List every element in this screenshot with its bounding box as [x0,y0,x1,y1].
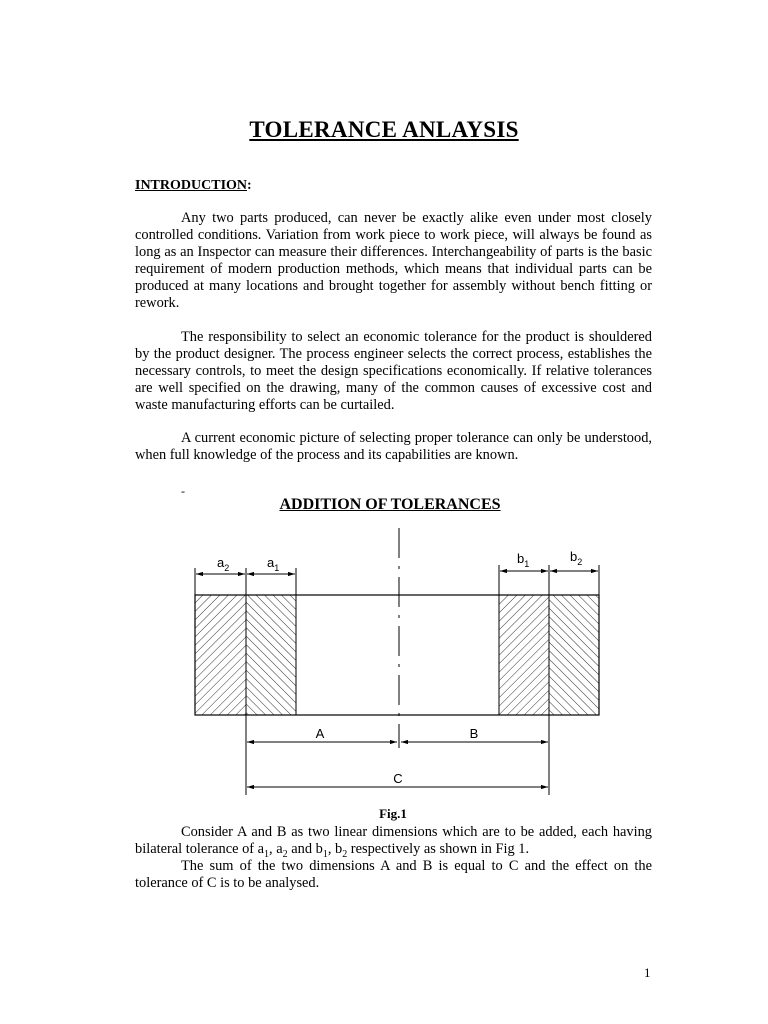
label-b2: $b_2$ [570,549,583,567]
figure-caption: Fig.1 [379,806,407,821]
label-C: C [393,771,403,786]
body-paragraph-2: The sum of the two dimensions A and B is equal to C and the effect on the tolerance of C is to be analysed. [135,858,652,891]
zone-a2 [195,595,246,715]
stray-mark: - [181,484,185,498]
intro-paragraph-3: A current economic picture of selecting proper tolerance can only be understood, when full knowledge of the process and its capabilities are known. [135,430,652,463]
label-a2: $a_2$ [217,555,230,573]
introduction-heading-text: INTRODUCTION [135,178,248,193]
introduction-heading-colon: : [247,178,252,193]
label-a1: $a_1$ [267,555,280,573]
label-A: A [315,726,325,741]
page-number: 1 [644,965,651,980]
intro-paragraph-1: Any two parts produced, can never be exactly alike even under most closely controlled conditions. Variation from work piece to work piece, will always be found as long as an Inspector can measure their differences. Interchangeability of parts is the basic requirement of modern production methods, which means that individual parts can be produced at many locations and brought together for assembly without bench fitting or rework. [135,210,652,311]
label-B: B [469,726,479,741]
zone-b2 [549,595,599,715]
page-title: TOLERANCE ANLAYSIS [249,117,519,142]
label-b1: $b_1$ [517,551,530,569]
body-paragraph-1: Consider A and B as two linear dimensions which are to be added, each having bilateral tolerance of $a_1$, $a_2$ and $b_1$, $b_2$ respectively as shown in Fig 1. [135,824,652,860]
zone-b1 [499,595,549,715]
section-title: ADDITION OF TOLERANCES [279,496,501,513]
zone-a1 [246,595,296,715]
intro-paragraph-2: The responsibility to select an economic tolerance for the product is shouldered by the product designer. The process engineer selects the correct process, establishes the necessary controls, to meet the design specifications economically. If relative tolerances are well specified on the drawing, many of the common causes of excessive cost and waste manufacturing efforts can be curtailed. [135,329,652,413]
